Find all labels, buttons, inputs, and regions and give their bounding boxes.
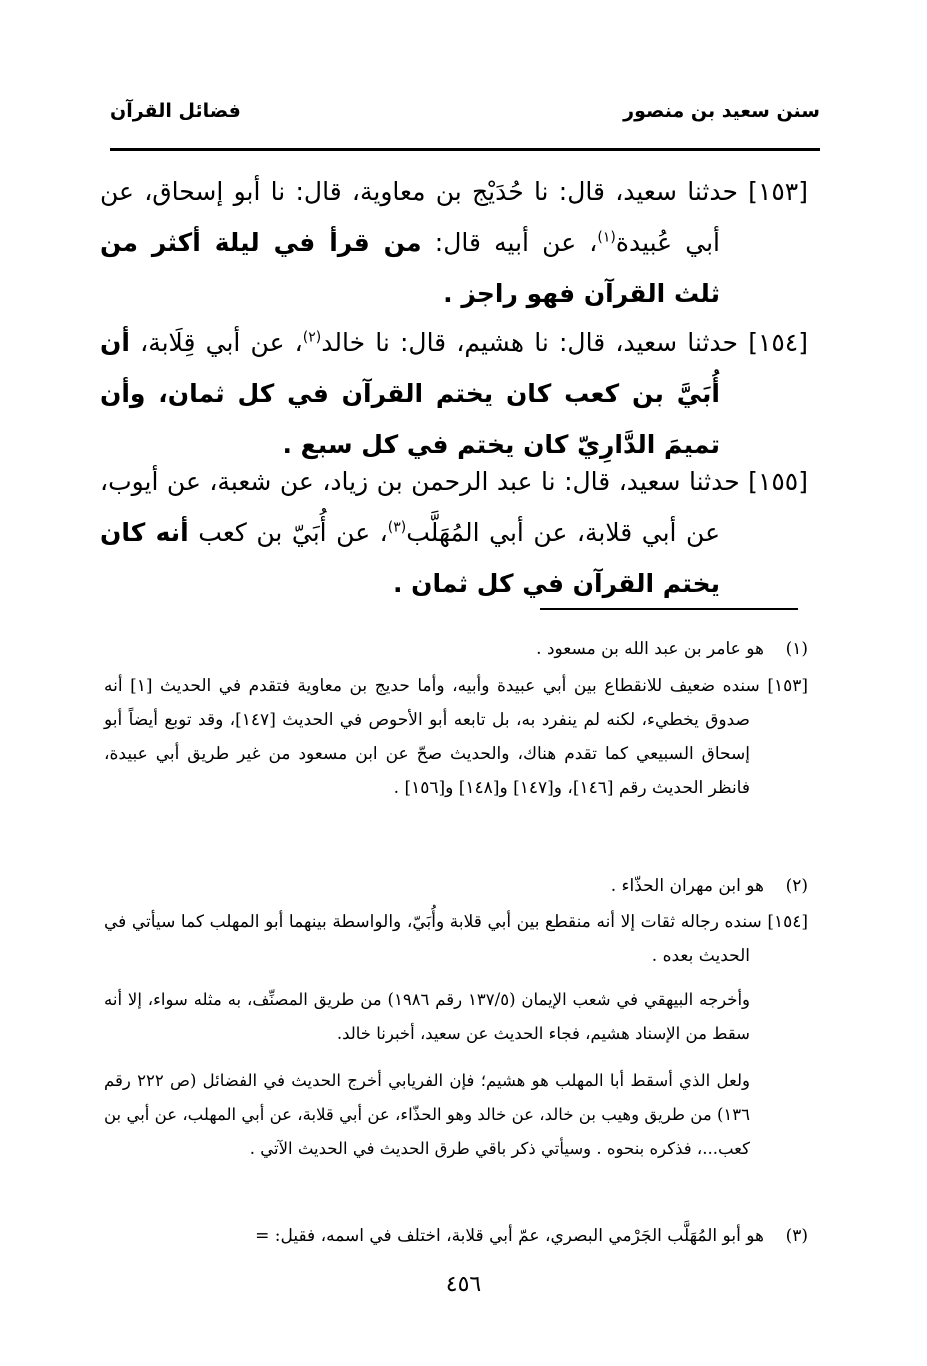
footnote-ref: (٢) [302, 329, 322, 346]
hadith-chain-end: ، عن أُبَيّ بن كعب [198, 518, 388, 547]
footnote-text: هو ابن مهران الحذّاء . [610, 876, 764, 896]
footnote-2 [104, 869, 808, 903]
hadith-chain-end: ، عن أبي قِلَابة، [140, 328, 303, 357]
footnote-marker: (١) [785, 639, 808, 659]
commentary-153 [104, 669, 808, 805]
hadith-text: من قرأ في ليلة أكثر من ثلث القرآن فهو راجز . [100, 228, 720, 308]
hadith-154 [100, 317, 808, 470]
footnote-ref: (٣) [387, 519, 407, 536]
hadith-number: [١٥٣] [748, 177, 808, 206]
hadith-chain: حدثنا سعيد، قال: نا عبد الرحمن بن زياد، عن شعبة، عن أيوب، عن أبي قلابة، عن أبي المُهَلَّب [100, 467, 740, 547]
commentary-text: وأخرجه البيهقي في شعب الإيمان (١٣٧/٥ رقم ١٩٨٦) من طريق المصنِّف، به مثله سواء، إلا أنه سقط من الإسناد هشيم، فجاء الحديث عن سعيد، أخبرنا خالد. [104, 990, 751, 1043]
hadith-155 [100, 456, 808, 609]
commentary-marker: [١٥٣] [767, 676, 809, 696]
commentary-text: سنده رجاله ثقات إلا أنه منقطع بين أبي قلابة وأُبَيّ، والواسطة بينهما أبو المهلب كما سيأتي في الحديث بعده . [104, 912, 762, 966]
hadith-text: أن أُبَيَّ بن كعب كان يختم القرآن في كل ثمان، وأن تميمَ الدَّارِيّ كان يختم في كل سبع . [100, 328, 720, 459]
hadith-number: [١٥٤] [748, 328, 809, 357]
commentary-154-paragraph-2 [104, 983, 808, 1051]
section-title: فضائل القرآن [110, 100, 241, 122]
commentary-154 [104, 905, 808, 973]
footnote-rule [540, 608, 798, 610]
hadith-chain: حدثنا سعيد، قال: نا هشيم، قال: نا خالد [321, 328, 738, 357]
hadith-153 [100, 166, 808, 319]
header-rule [110, 148, 820, 151]
hadith-text: أنه كان يختم القرآن في كل ثمان . [100, 518, 720, 598]
running-header [110, 100, 820, 134]
book-title: سنن سعيد بن منصور [623, 100, 820, 122]
hadith-chain: حدثنا سعيد، قال: نا حُدَيْج بن معاوية، قال: نا أبو إسحاق، عن أبي عُبيدة [100, 177, 738, 257]
commentary-154-paragraph-3 [104, 1064, 808, 1166]
hadith-chain-end: ، عن أبيه قال: [421, 228, 598, 257]
footnote-marker: (٢) [785, 876, 808, 896]
footnote-text: هو أبو المُهَلَّب الجَرْمي البصري، عمّ أبي قلابة، اختلف في اسمه، فقيل: = [255, 1226, 764, 1246]
page-number: ٤٥٦ [445, 1272, 482, 1297]
commentary-marker: [١٥٤] [767, 912, 808, 932]
commentary-text: ولعل الذي أسقط أبا المهلب هو هشيم؛ فإن الفريابي أخرج الحديث في الفضائل (ص ٢٢٢ رقم ١٣٦) من طريق وهيب بن خالد، عن خالد وهو الحذّاء، عن أبي قلابة، عن أبي المهلب، عن أبي بن كعب...، فذكره بنحوه . وسيأتي ذكر باقي طرق الحديث في الحديث الآتي . [104, 1071, 750, 1158]
footnote-marker: (٣) [785, 1226, 808, 1246]
commentary-text: سنده ضعيف للانقطاع بين أبي عبيدة وأبيه، وأما حديج بن معاوية فتقدم في الحديث [١] أنه صدوق يخطيء، لكنه لم ينفرد به، بل تابعه أبو الأحوص في الحديث [١٤٧]، وقد توبع أيضاً أبو إسحاق السبيعي كما تقدم هناك، والحديث صحّ عن ابن مسعود من غير طريق أبي عبيدة، فانظر الحديث رقم [١٤٦]، و[١٤٧] و[١٤٨] و[١٥٦] . [104, 676, 760, 798]
footnote-ref: (١) [597, 229, 616, 246]
footnote-text: هو عامر بن عبد الله بن مسعود . [536, 639, 764, 659]
footnote-1 [104, 632, 808, 666]
footnote-3 [104, 1219, 808, 1253]
hadith-number: [١٥٥] [748, 467, 808, 496]
